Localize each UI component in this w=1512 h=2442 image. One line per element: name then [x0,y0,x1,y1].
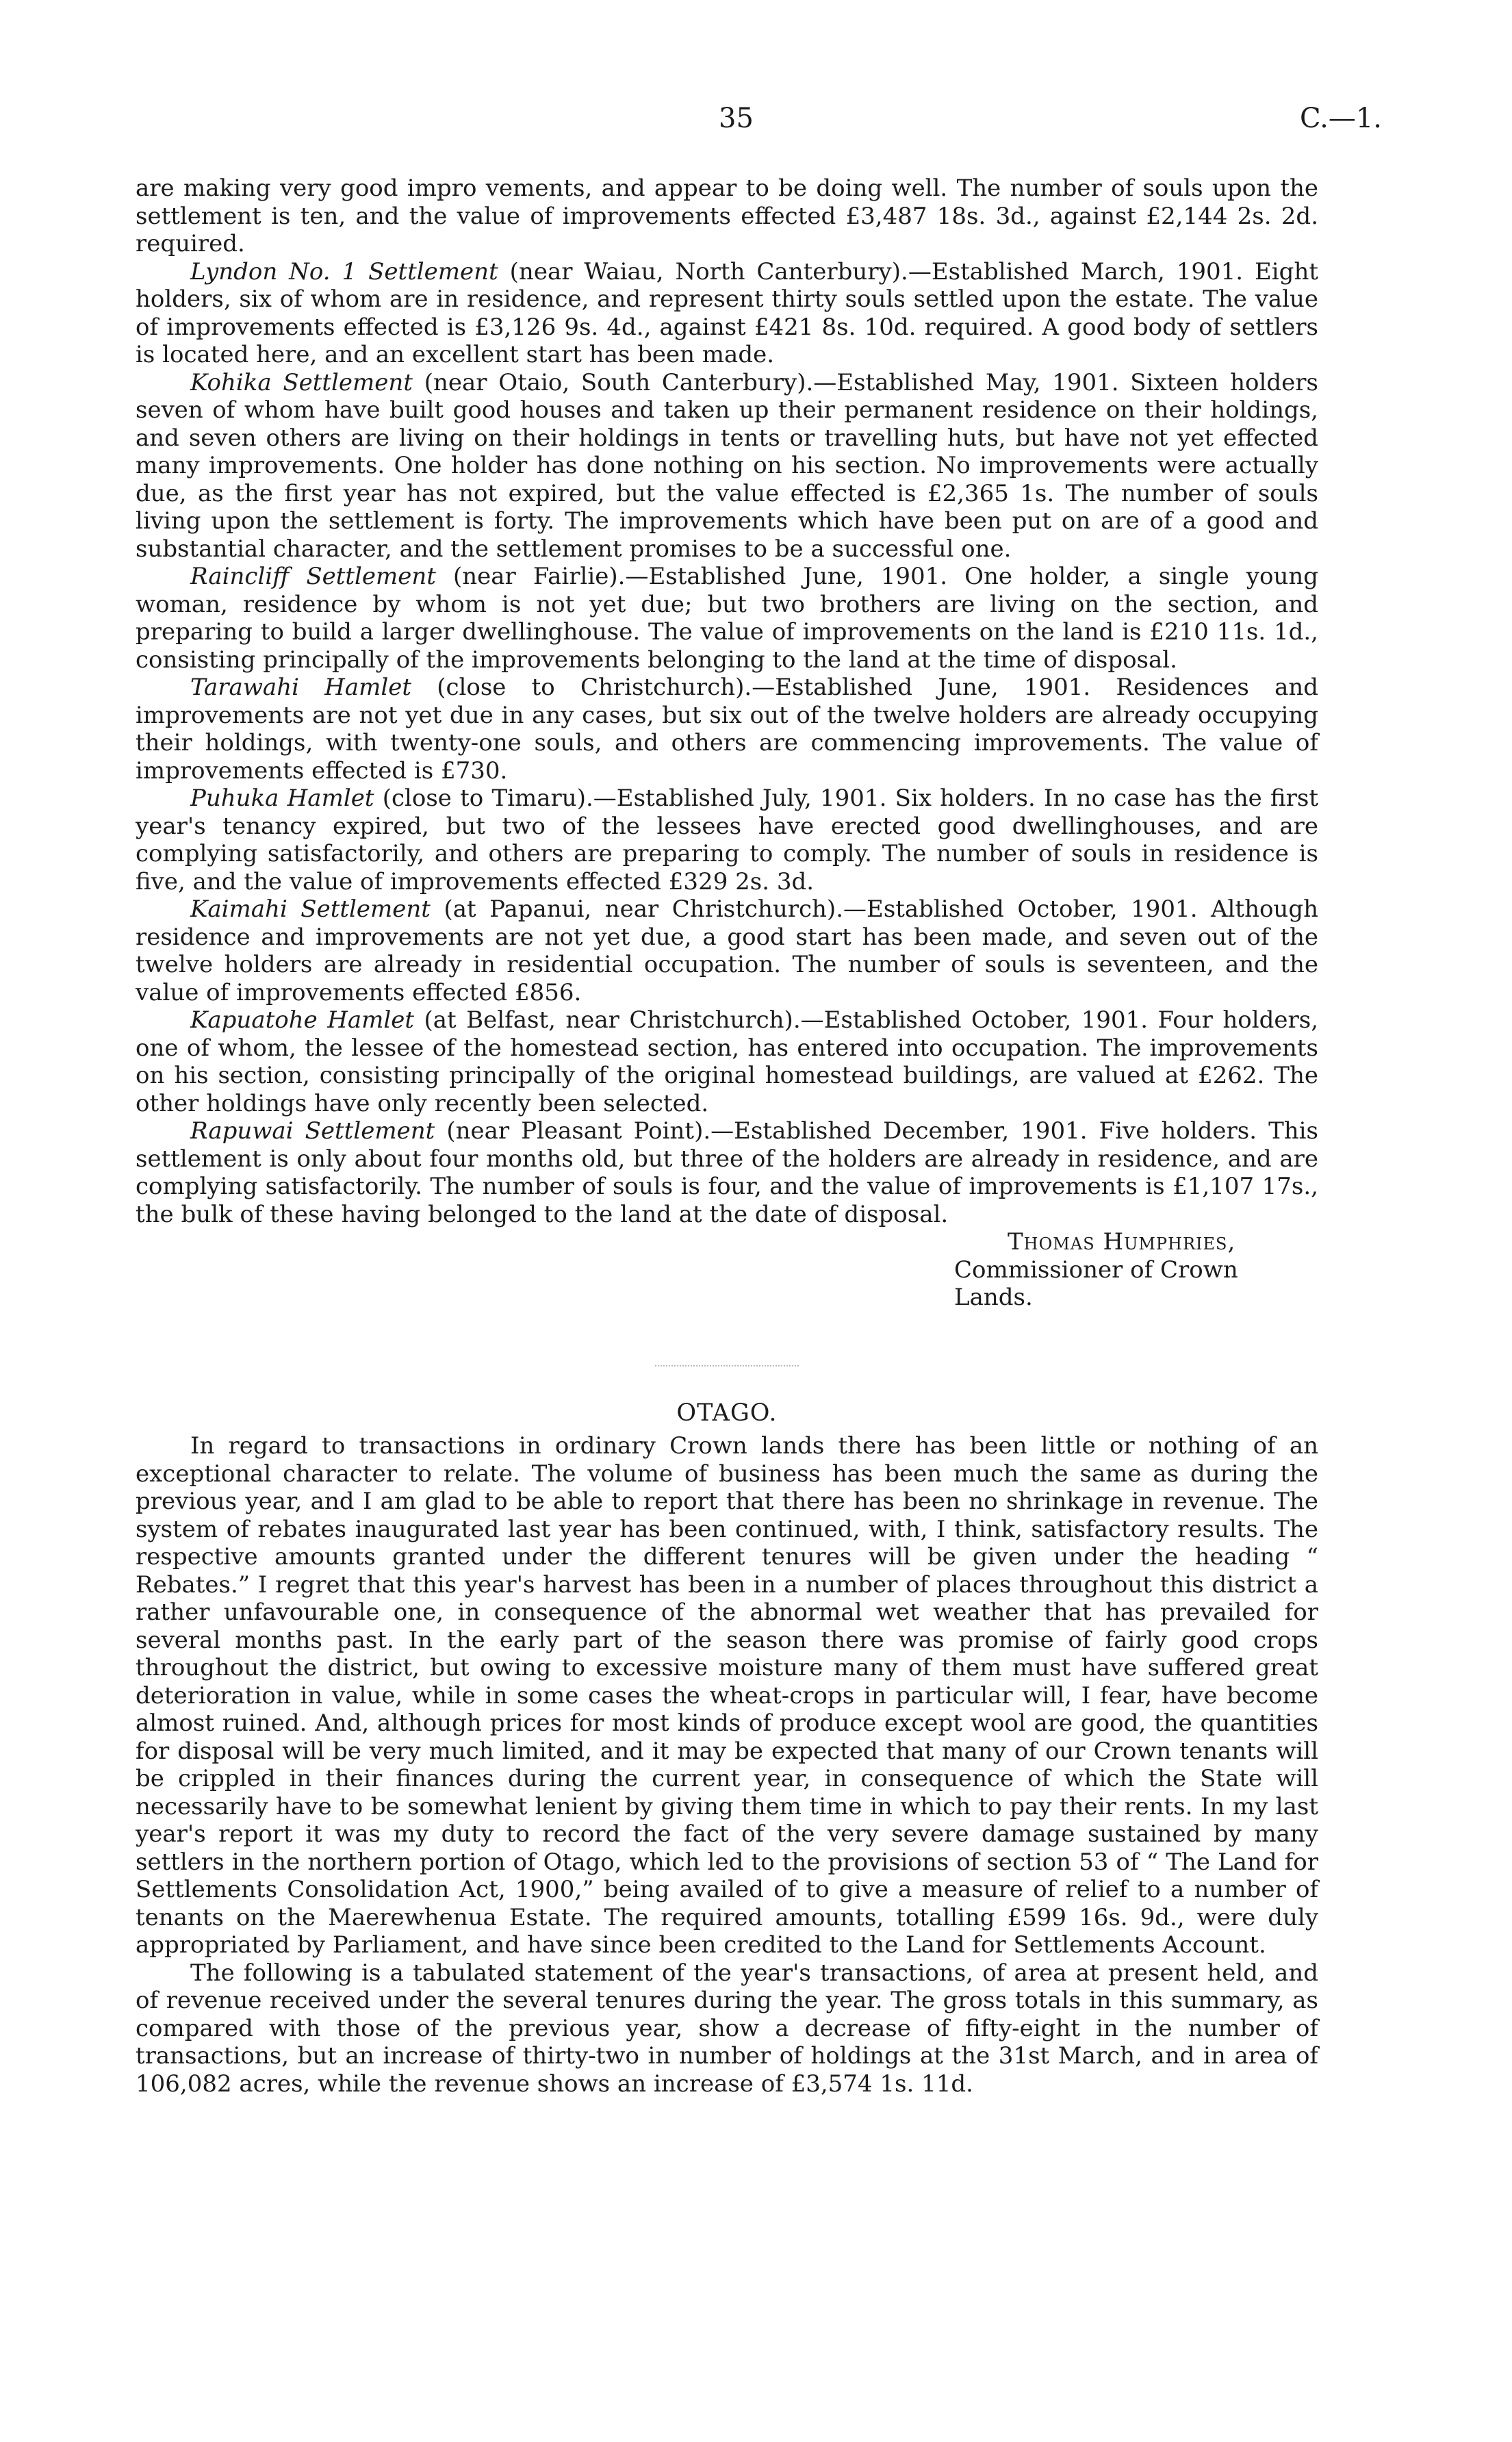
settlement-name: Raincliff Settlement [190,563,436,590]
section-divider [655,1365,799,1366]
section-heading-otago: OTAGO. [676,1399,778,1427]
settlement-text: (at Papanui, near Christchurch).—Established October, 1901. Although residence and improvements are not yet due, a good start has been made, and seven out of the twelve holders are already in residential occupation. The number of souls is seventeen, and the value of improvements effected £856. [136,895,1318,1006]
settlement-text: (close to Timaru).—Established July, 1901. Six holders. In no case has the first year's tenancy expired, but two of the lessees have erected good dwellinghouses, and are complying satisfactorily, and others are preparing to comply. The number of souls in residence is five, and the value of improvements effected £329 2s. 3d. [136,785,1318,895]
otago-paragraph: In regard to transactions in ordinary Crown lands there has been little or nothing of an exceptional character to relate. The volume of business has been much the same as during the previous year, and I am glad to be able to report that there has been no shrinkage in revenue. The system of rebates inaugurated last year has been continued, with, I think, satisfactory results. The respective amounts granted under the different tenures will be given under the heading “ Rebates.” I regret that this year's harvest has been in a number of places throughout this district a rather unfavourable one, in consequence of the abnormal wet weather that has prevailed for several months past. In the early part of the season there was promise of fairly good crops throughout the district, but owing to excessive moisture many of them must have suffered great deterioration in value, while in some cases the wheat-crops in particular will, I fear, have become almost ruined. And, although prices for most kinds of produce except wool are good, the quantities for disposal will be very much limited, and it may be expected that many of our Crown tenants will be crippled in their finances during the current year, in consequence of which the State will necessarily have to be somewhat lenient by giving them time in which to pay their rents. In my last year's report it was my duty to record the fact of the very severe damage sustained by many settlers in the northern portion of Otago, which led to the provisions of section 53 of “ The Land for Settlements Consolidation Act, 1900,” being availed of to give a measure of relief to a number of tenants on the Maerewhenua Estate. The required amounts, totalling £599 16s. 9d., were duly appropriated by Parliament, and have since been credited to the Land for Settlements Account. [136,1432,1318,1959]
settlement-name: Kohika Settlement [190,368,413,396]
settlement-name: Tarawahi Hamlet [190,674,411,701]
settlement-text: (near Pleasant Point).—Established December, 1901. Five holders. This settlement is only about four months old, but three of the holders are already in residence, and are complying satisfactorily. The number of souls is four, and the value of improvements is £1,107 17s., the bulk of these having belonged to the land at the date of disposal. [136,1117,1318,1228]
signatory-name: Thomas Humphries, [1008,1228,1236,1256]
settlement-text: (near Fairlie).—Established June, 1901. One holder, a single young woman, residence by whom is not yet due; but two brothers are living on the section, and preparing to build a larger dwellinghouse. The value of improvements on the land is £210 11s. 1d., consisting principally of the improvements belonging to the land at the time of disposal. [136,563,1319,674]
settlement-text: (at Belfast, near Christchurch).—Established October, 1901. Four holders, one of whom, the lessee of the homestead section, has entered into occupation. The improvements on his section, consisting principally of the original homestead buildings, are valued at £262. The other holdings have only recently been selected. [136,1006,1319,1117]
settlement-entry-rapuwai [136,1117,1318,1228]
settlement-entry-lyndon [136,258,1318,369]
settlement-name: Puhuka Hamlet [190,785,374,812]
page-number: 35 [719,103,754,134]
document-code: C.—1. [1299,103,1382,134]
settlement-name: Lyndon No. 1 Settlement [190,257,498,285]
settlement-text: (close to Christchurch).—Established June, 1901. Residences and improvements are not yet due in any cases, but six out of the twelve holders are already occupying their holdings, with twenty-one souls, and others are commencing improvements. The value of improvements effected is £730. [136,674,1318,785]
settlement-entry-kohika [136,369,1318,563]
settlement-entry-kapuatohe [136,1006,1318,1117]
settlement-entry-tarawahi [136,674,1318,785]
settlement-name: Kapuatohe Hamlet [190,1006,415,1034]
settlement-entry-puhuka [136,785,1318,895]
settlement-entry-kaimahi [136,895,1318,1006]
signature-block [954,1228,1318,1312]
settlement-name: Kaimahi Settlement [190,895,431,923]
page-body [136,175,1318,2098]
settlement-entry-raincliff [136,563,1318,674]
settlement-text: (near Otaio, South Canterbury).—Established May, 1901. Sixteen holders seven of whom have built good houses and taken up their permanent residence on their holdings, and seven others are living on their holdings in tents or travelling huts, but have not yet effected many improvements. One holder has done nothing on his section. No improvements were actually due, as the first year has not expired, but the value effected is £2,365 1s. The number of souls living upon the settlement is forty. The improvements which have been put on are of a good and substantial character, and the settlement promises to be a successful one. [136,368,1318,563]
signatory-title: Commissioner of Crown Lands. [954,1256,1238,1311]
continued-paragraph: are making very good impro vements, and appear to be doing well. The number of souls upon the settlement is ten, and the value of improvements effected £3,487 18s. 3d., against £2,144 2s. 2d. required. [136,175,1318,257]
settlement-text: (near Waiau, North Canterbury).—Established March, 1901. Eight holders, six of whom are in residence, and represent thirty souls settled upon the estate. The value of improvements effected is £3,126 9s. 4d., against £421 8s. 10d. required. A good body of settlers is located here, and an excellent start has been made. [136,257,1319,368]
settlement-name: Rapuwai Settlement [190,1117,435,1145]
otago-paragraph: The following is a tabulated statement of the year's transactions, of area at present held, and of revenue received under the several tenures during the year. The gross totals in this summary, as compared with those of the previous year, show a decrease of fifty-eight in the number of transactions, but an increase of thirty-two in number of holdings at the 31st March, and in area of 106,082 acres, while the revenue shows an increase of £3,574 1s. 11d. [136,1959,1318,2098]
